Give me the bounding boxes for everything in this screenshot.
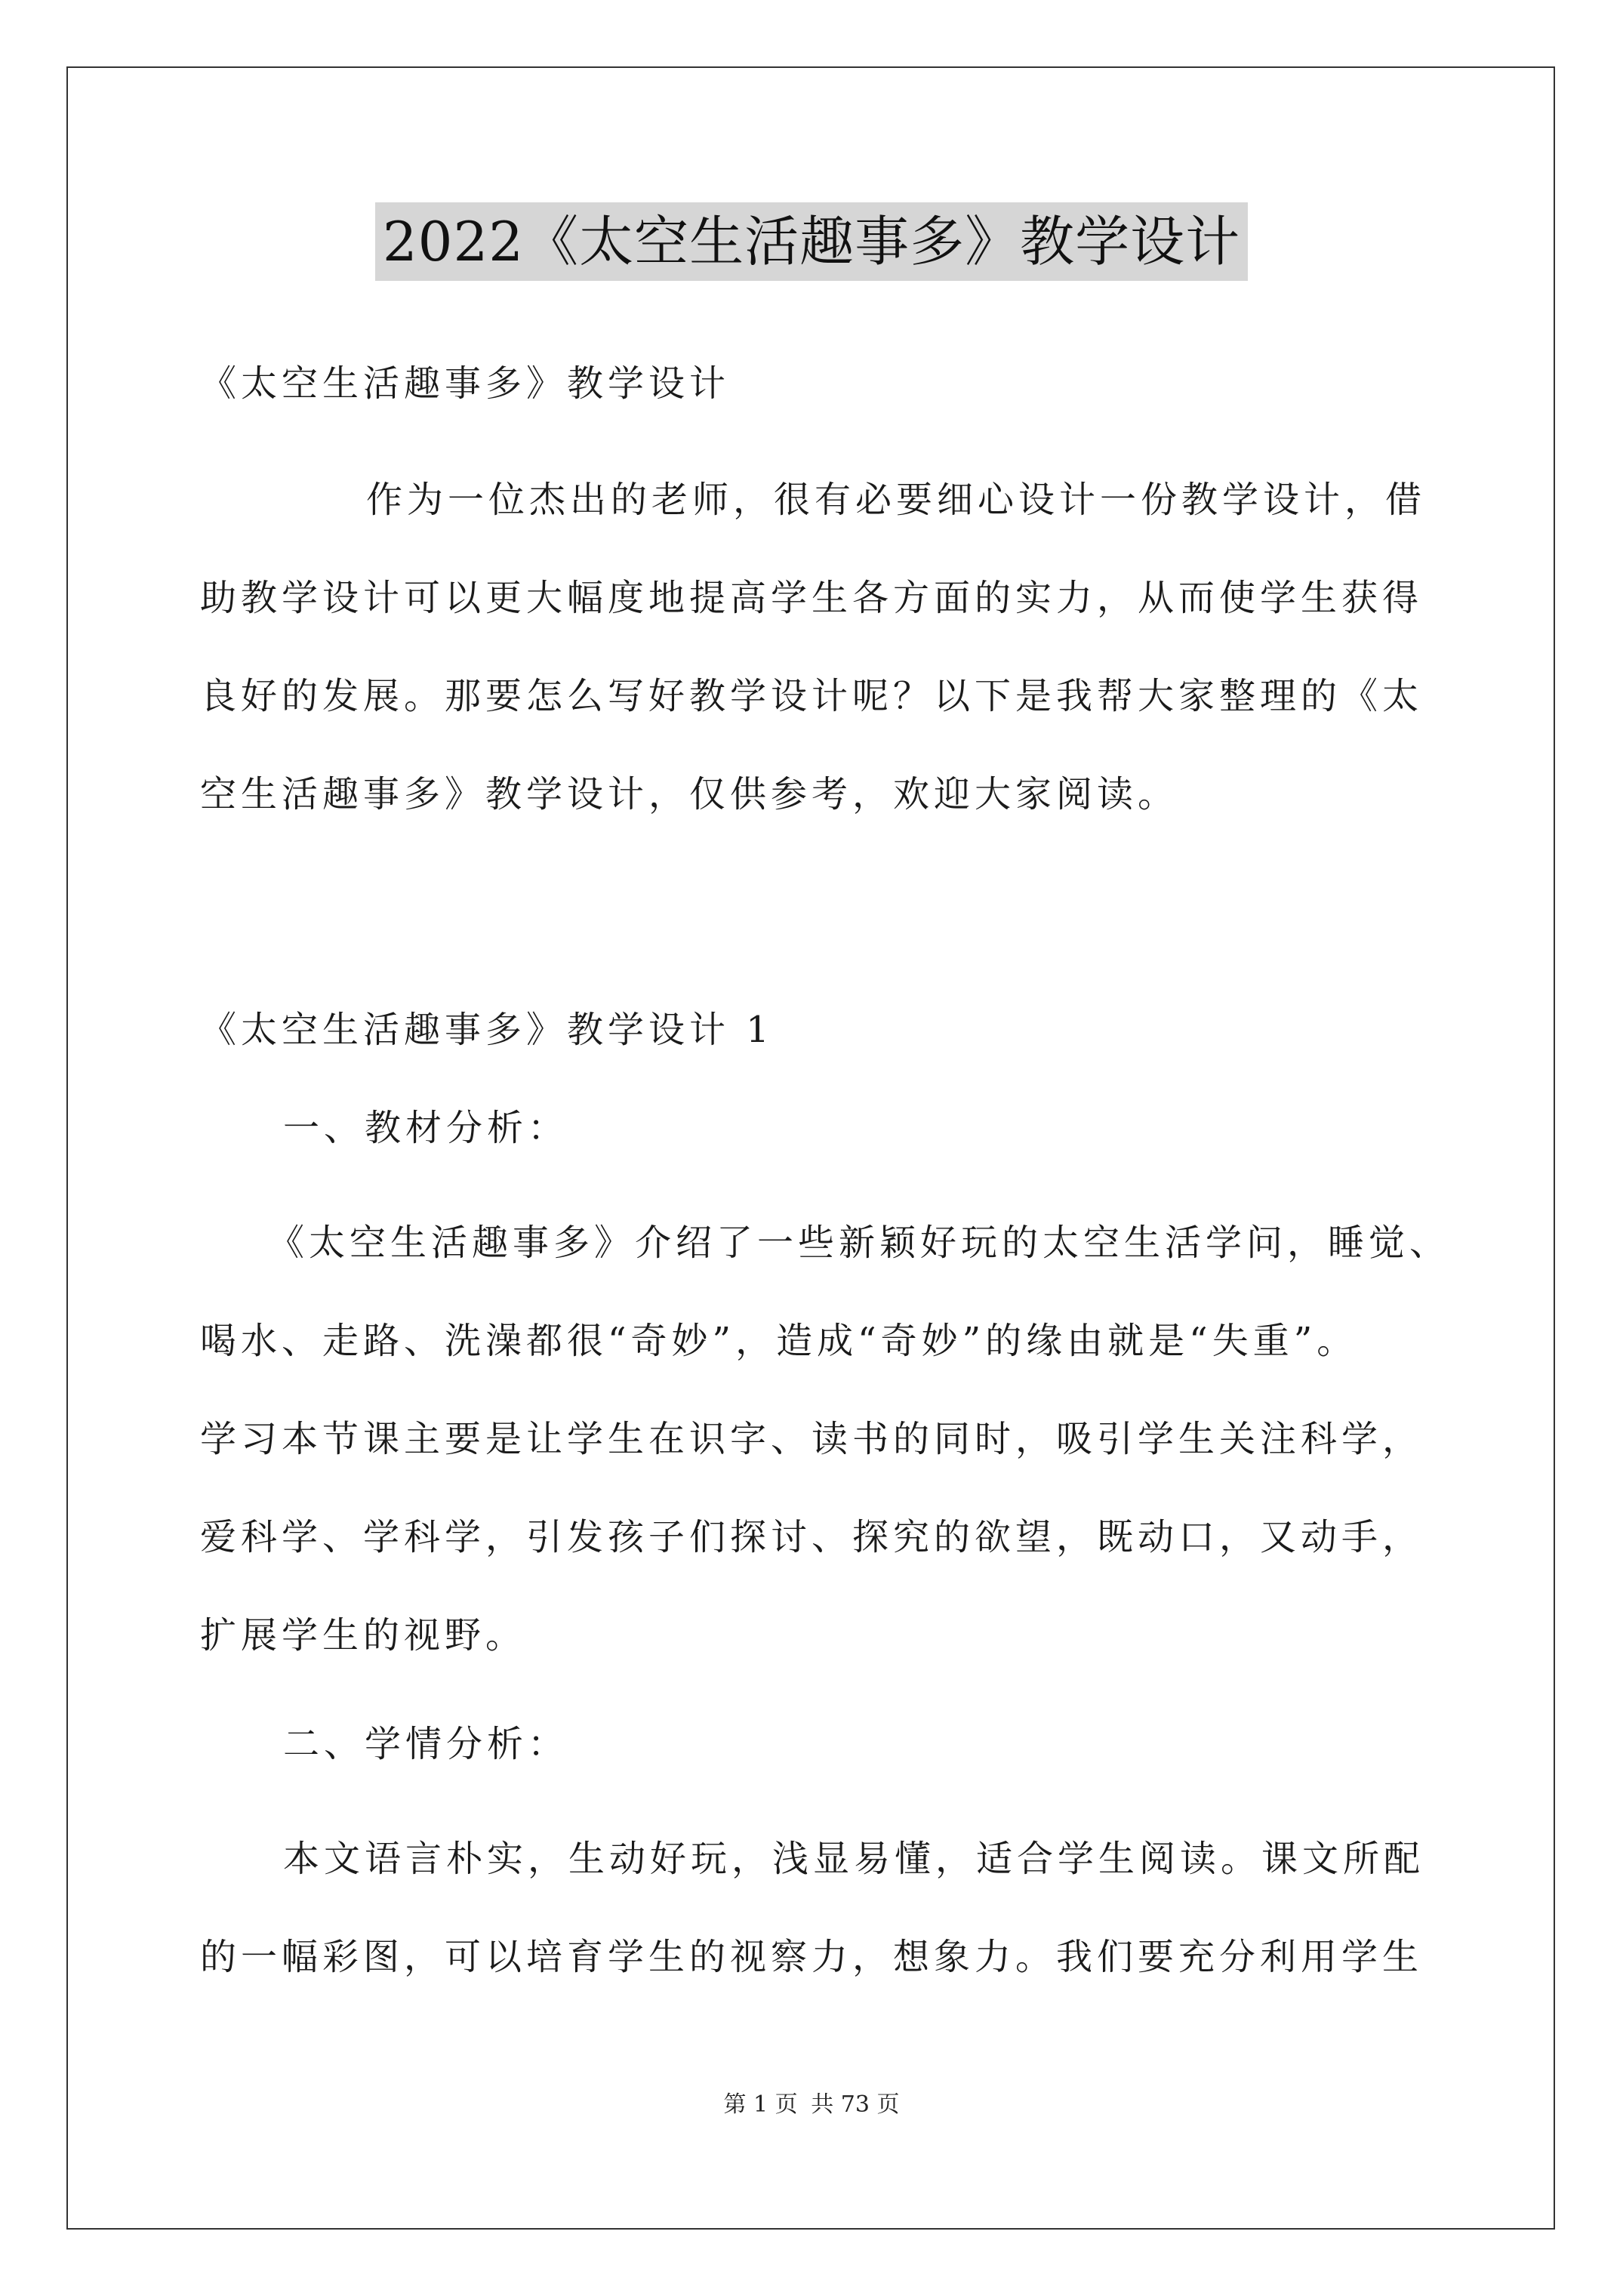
paragraph-line: 的一幅彩图，可以培育学生的视察力，想象力。我们要充分利用学生 [200, 1936, 1424, 1978]
document-title: 2022《太空生活趣事多》教学设计 [375, 202, 1248, 281]
paragraph-line: 作为一位杰出的老师，很有必要细心设计一份教学设计，借 [366, 479, 1427, 521]
title-container [0, 202, 1623, 281]
page-number: 第 1 页 [723, 2091, 798, 2118]
section-heading: 《太空生活趣事多》教学设计 1 [200, 1009, 774, 1051]
paragraph-line: 爱科学、学科学，引发孩子们探讨、探究的欲望，既动口，又动手， [200, 1516, 1424, 1558]
paragraph-line: 助教学设计可以更大幅度地提高学生各方面的实力，从而使学生获得 [200, 577, 1424, 619]
paragraph-line: 本文语言朴实，生动好玩，浅显易懂，适合学生阅读。课文所配 [283, 1838, 1425, 1880]
paragraph-line: 空生活趣事多》教学设计，仅供参考，欢迎大家阅读。 [200, 773, 1179, 815]
paragraph-line: 喝水、走路、洗澡都很“奇妙”，造成“奇妙”的缘由就是“失重”。 [200, 1320, 1358, 1362]
subsection-heading: 二、学情分析： [283, 1723, 569, 1765]
page-total: 共 73 页 [811, 2091, 900, 2118]
paragraph-line: 良好的发展。那要怎么写好教学设计呢？以下是我帮大家整理的《太 [200, 675, 1424, 717]
paragraph-line: 学习本节课主要是让学生在识字、读书的同时，吸引学生关注科学， [200, 1418, 1424, 1460]
paragraph-line: 《太空生活趣事多》介绍了一些新颖好玩的太空生活学问，睡觉、 [268, 1222, 1451, 1264]
subtitle-line: 《太空生活趣事多》教学设计 [200, 362, 731, 405]
page-footer [0, 2090, 1623, 2120]
paragraph-line: 扩展学生的视野。 [200, 1614, 527, 1657]
subsection-heading: 一、教材分析： [283, 1107, 569, 1149]
